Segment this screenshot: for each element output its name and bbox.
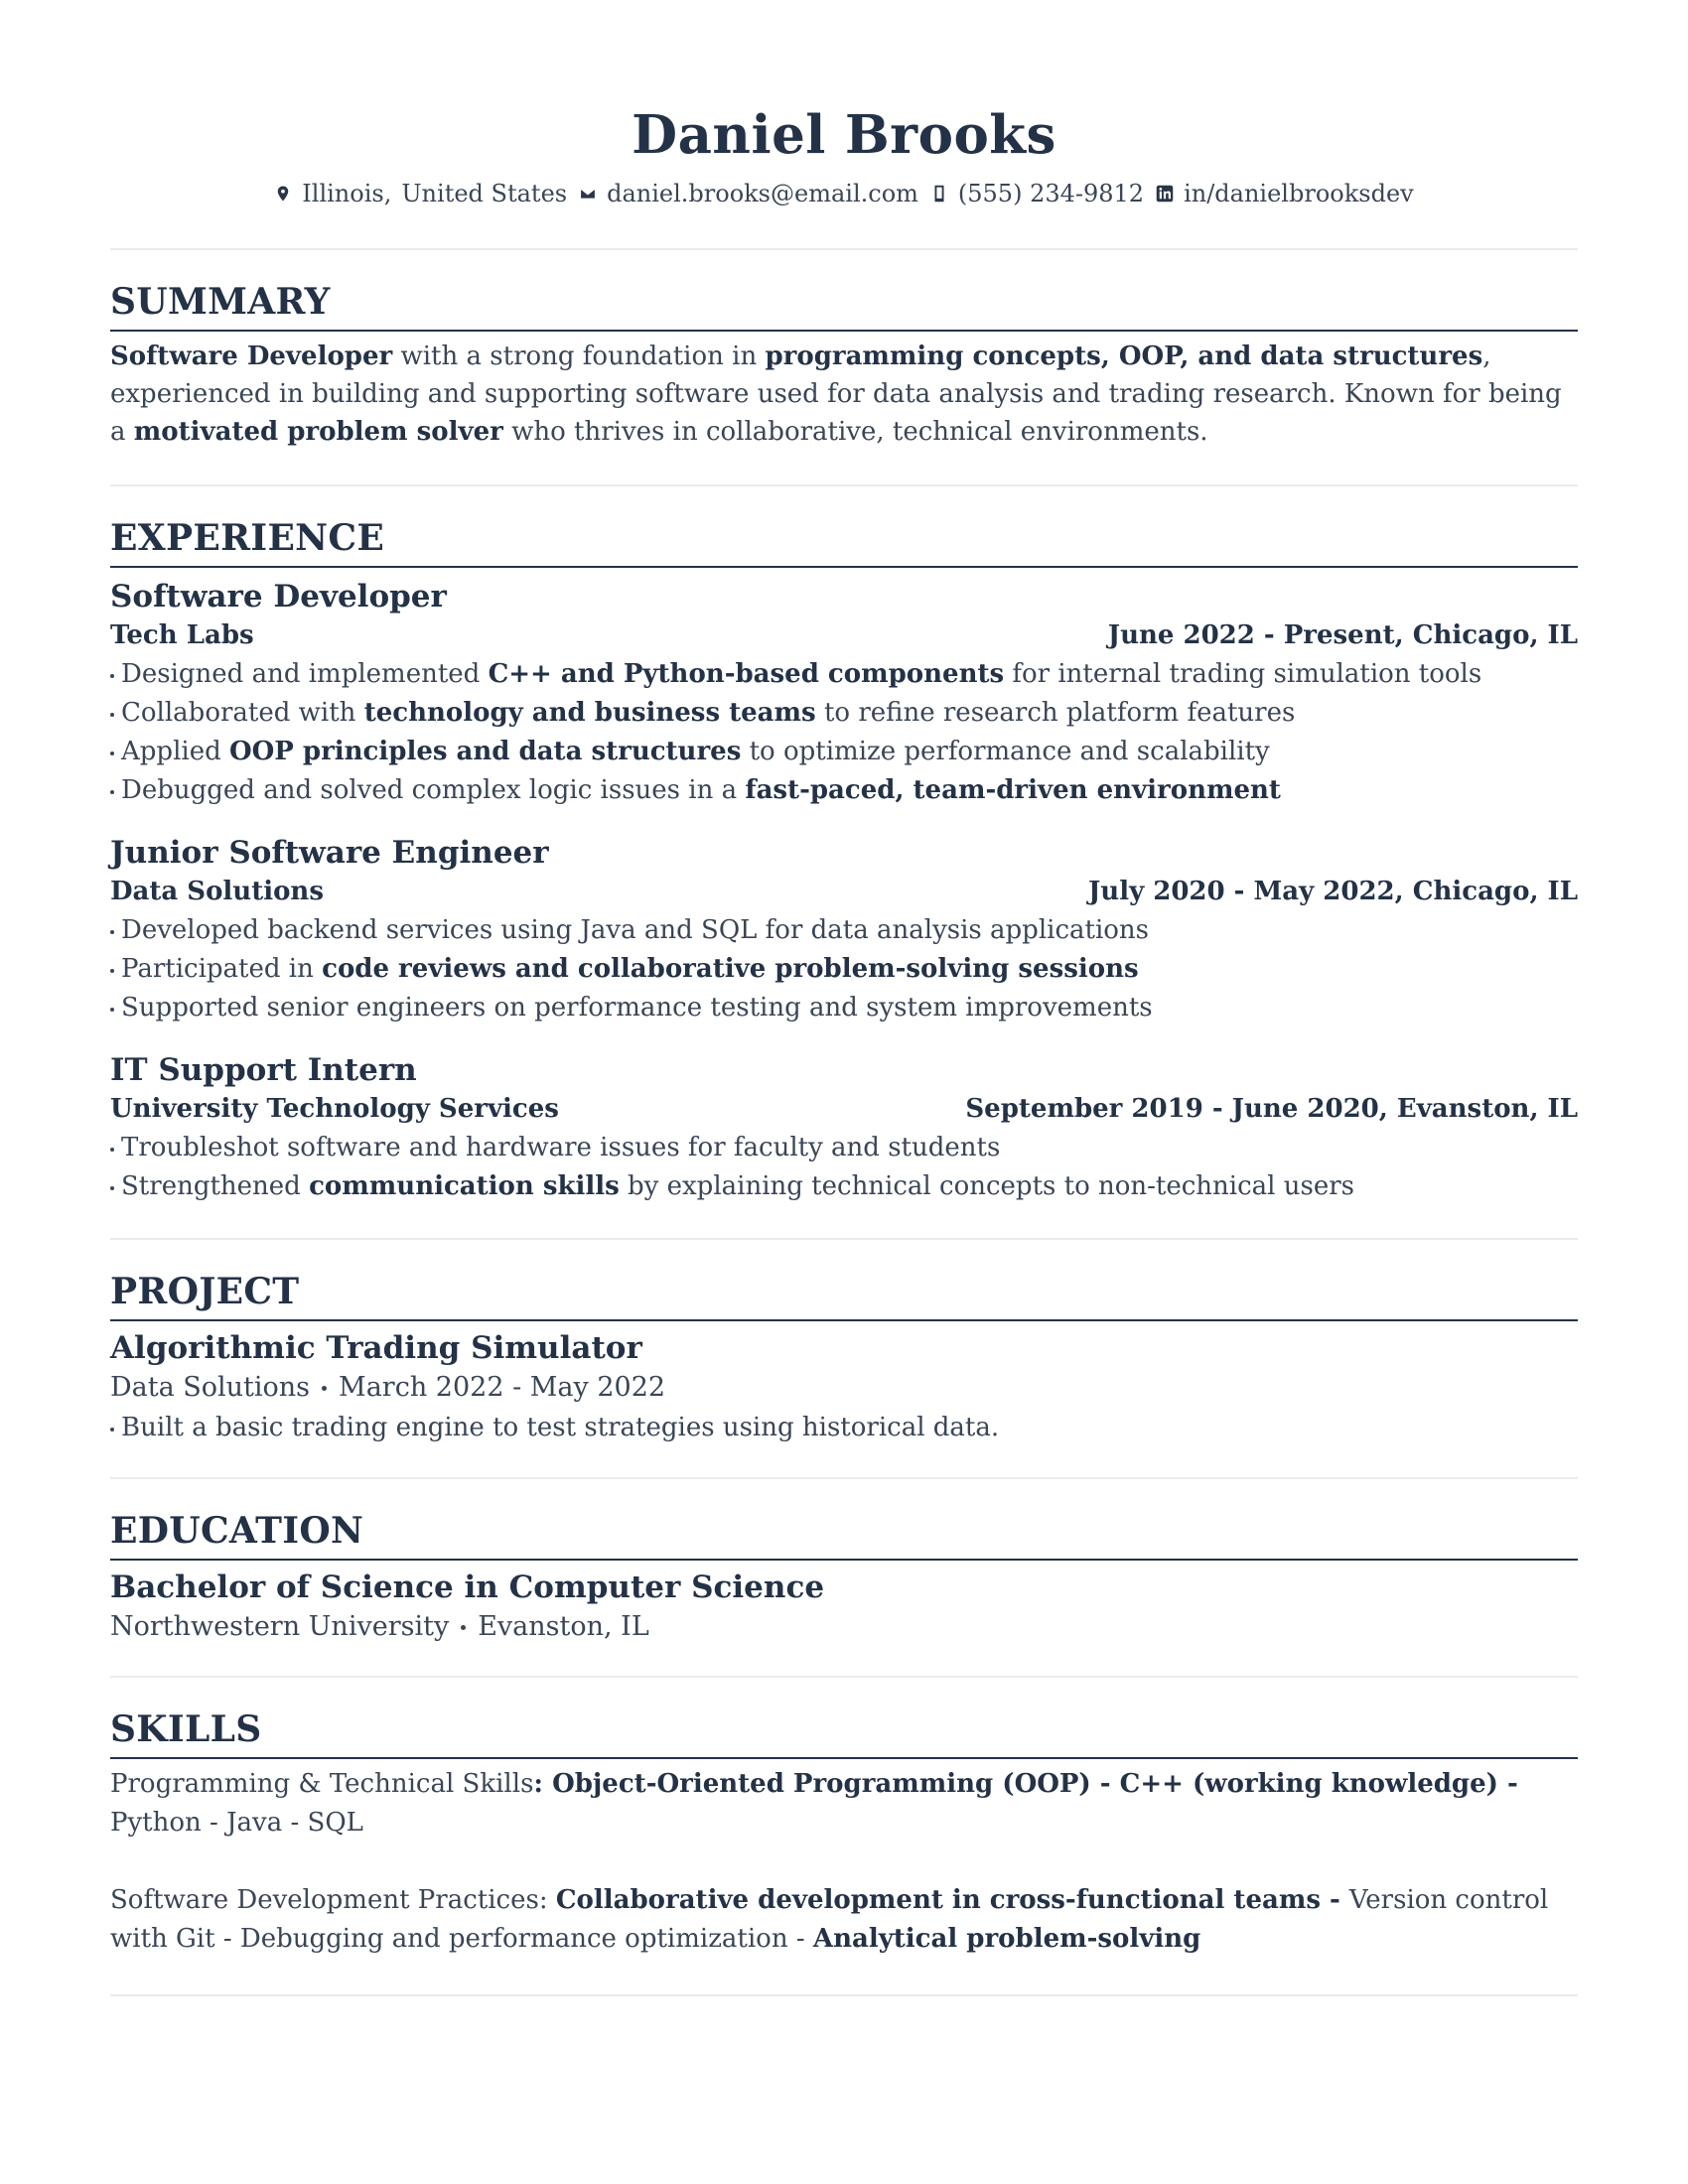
list-item: Built a basic trading engine to test strategies using historical data. [110,1409,1578,1447]
education-heading: EDUCATION [110,1507,1578,1561]
envelope-icon [579,185,597,203]
summary-text: Software Developer with a strong foundation in programming concepts, OOP, and data structures, experienced in building and supporting software used for data analysis and trading research. Known for being a motivated problem solver who thrives in collaborative, technical environments. [110,341,1562,447]
summary-heading: SUMMARY [110,278,1578,332]
separator-dot [322,1386,327,1391]
list-item: Troubleshot software and hardware issues for faculty and students [110,1129,1578,1167]
location-pin-icon [274,185,292,203]
project-org: Data Solutions [110,1372,311,1403]
company-name: University Technology Services [110,1094,559,1124]
job-meta [110,617,1578,653]
job-entry [110,832,1578,1027]
skills-line-practices: Software Development Practices: Collaborative development in cross-functional teams - Version control with Git - Debugging and performance optimization - Analytical problem-solving [110,1885,1549,1954]
divider [110,1994,1578,1996]
divider [110,248,1578,250]
phone-number[interactable]: (555) 234-9812 [957,180,1145,207]
job-meta [110,874,1578,909]
divider [110,1238,1578,1240]
job-meta [110,1091,1578,1127]
job-title: IT Support Intern [110,1052,417,1088]
company-name: Data Solutions [110,877,324,906]
job-bullets [110,655,1578,810]
job-dates-location: July 2020 - May 2022, Chicago, IL [1088,877,1578,906]
phone-icon [930,185,948,203]
education-section [110,1507,1578,1646]
list-item: Debugged and solved complex logic issues in a fast-paced, team-driven environment [110,771,1578,810]
job-dates-location: September 2019 - June 2020, Evanston, IL [965,1094,1578,1124]
company-name: Tech Labs [110,620,254,650]
summary-section [110,278,1578,451]
project-dates: March 2022 - May 2022 [339,1372,666,1403]
school-location: Evanston, IL [478,1611,649,1642]
job-bullets [110,911,1578,1027]
job-bullets [110,1129,1578,1206]
job-entry [110,576,1578,810]
linkedin-icon [1156,185,1174,203]
job-entry [110,1049,1578,1206]
list-item: Supported senior engineers on performance testing and system improvements [110,989,1578,1027]
skills-heading: SKILLS [110,1706,1578,1759]
contact-location [274,177,567,210]
list-item: Developed backend services using Java and SQL for data analysis applications [110,911,1578,950]
skills-line-programming: Programming & Technical Skills: Object-Oriented Programming (OOP) - C++ (working knowledge) - Python - Java - SQL [110,1769,1518,1838]
contact-bar [110,177,1578,210]
job-dates-location: June 2022 - Present, Chicago, IL [1107,620,1578,650]
linkedin-link[interactable]: in/danielbrooksdev [1184,180,1414,207]
project-section [110,1268,1578,1447]
job-title: Software Developer [110,579,447,614]
contact-linkedin[interactable] [1156,177,1414,210]
candidate-name: Daniel Brooks [632,104,1056,166]
job-title: Junior Software Engineer [110,835,549,871]
education-meta [110,1608,1578,1646]
location-city: Illinois, [302,180,392,207]
project-meta [110,1369,1578,1407]
school-name: Northwestern University [110,1611,450,1642]
skills-section [110,1706,1578,1959]
experience-section [110,514,1578,1206]
project-name: Algorithmic Trading Simulator [110,1330,642,1366]
list-item: Designed and implemented C++ and Python-based components for internal trading simulation tools [110,655,1578,694]
project-heading: PROJECT [110,1268,1578,1321]
project-bullets [110,1409,1578,1447]
email-link[interactable]: daniel.brooks@email.com [607,180,918,207]
list-item: Applied OOP principles and data structures to optimize performance and scalability [110,733,1578,771]
divider [110,1676,1578,1678]
divider [110,484,1578,486]
list-item: Strengthened communication skills by explaining technical concepts to non-technical users [110,1167,1578,1206]
separator-dot [461,1625,466,1630]
divider [110,1477,1578,1479]
contact-phone[interactable] [930,177,1144,210]
degree-name: Bachelor of Science in Computer Science [110,1570,825,1605]
list-item: Participated in code reviews and collaborative problem-solving sessions [110,950,1578,989]
list-item: Collaborated with technology and business teams to refine research platform features [110,694,1578,733]
location-country: United States [401,180,568,207]
contact-email[interactable] [579,177,918,210]
experience-heading: EXPERIENCE [110,514,1578,568]
